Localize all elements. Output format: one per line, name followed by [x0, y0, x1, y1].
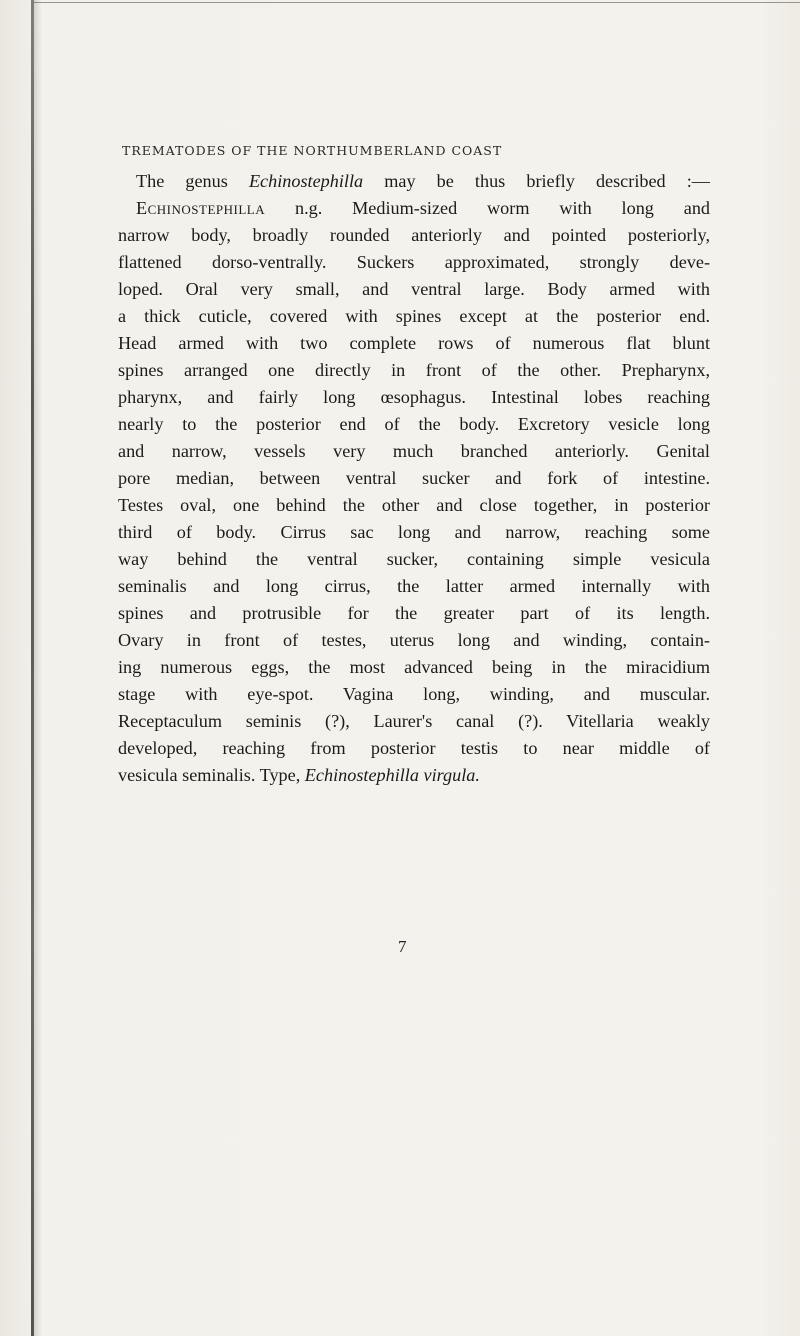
text-line: loped. Oral very small, and ventral large. Body armed with — [118, 279, 710, 299]
last-line-text: vesicula seminalis. Type, — [118, 765, 305, 785]
text-line: Head armed with two complete rows of numerous flat blunt — [118, 333, 710, 353]
text-line: Receptaculum seminis (?), Laurer's canal (?). Vitellaria weakly — [118, 711, 710, 731]
text-line: Testes oval, one behind the other and close together, in posterior — [118, 495, 710, 515]
text-line: narrow body, broadly rounded anteriorly and pointed posteriorly, — [118, 225, 710, 245]
description-last-line — [118, 762, 710, 789]
text-line: stage with eye-spot. Vagina long, winding, and muscular. — [118, 684, 710, 704]
page-number: 7 — [398, 937, 407, 956]
intro-text-before: The genus — [136, 171, 249, 191]
type-species-name: Echinostephilla virgula. — [304, 765, 480, 785]
text-line: flattened dorso-ventrally. Suckers approximated, strongly deve- — [118, 252, 710, 272]
running-head: TREMATODES OF THE NORTHUMBERLAND COAST — [122, 143, 503, 158]
intro-text-after: may be thus briefly described :— — [363, 171, 710, 191]
text-line: nearly to the posterior end of the body. Excretory vesicle long — [118, 414, 710, 434]
description-first-line — [118, 195, 710, 222]
text-line: pharynx, and fairly long œsophagus. Intestinal lobes reaching — [118, 387, 710, 407]
text-line: and narrow, vessels very much branched anteriorly. Genital — [118, 441, 710, 461]
text-line: pore median, between ventral sucker and fork of intestine. — [118, 468, 710, 488]
text-line: third of body. Cirrus sac long and narrow, reaching some — [118, 522, 710, 542]
text-line: spines and protrusible for the greater part of its length. — [118, 603, 710, 623]
genus-heading: Echinostephilla — [136, 198, 266, 218]
binding-shadow — [34, 0, 42, 1336]
text-line: developed, reaching from posterior testis to near middle of — [118, 738, 710, 758]
page-top-edge — [34, 2, 800, 3]
genus-abbrev: n.g. — [265, 198, 323, 218]
text-line: spines arranged one directly in front of the other. Prepharynx, — [118, 360, 710, 380]
text-line: a thick cuticle, covered with spines except at the posterior end. — [118, 306, 710, 326]
genus-name: Echinostephilla — [248, 171, 364, 191]
text-line: seminalis and long cirrus, the latter armed internally with — [118, 576, 710, 596]
intro-line — [118, 168, 710, 195]
body-text — [118, 168, 710, 789]
text-line: Ovary in front of testes, uterus long and winding, contain- — [118, 630, 710, 650]
description-first-line-text: Medium-sized worm with long and — [322, 198, 711, 218]
text-line: ing numerous eggs, the most advanced being in the miracidium — [118, 657, 710, 677]
text-line: way behind the ventral sucker, containing simple vesicula — [118, 549, 710, 569]
